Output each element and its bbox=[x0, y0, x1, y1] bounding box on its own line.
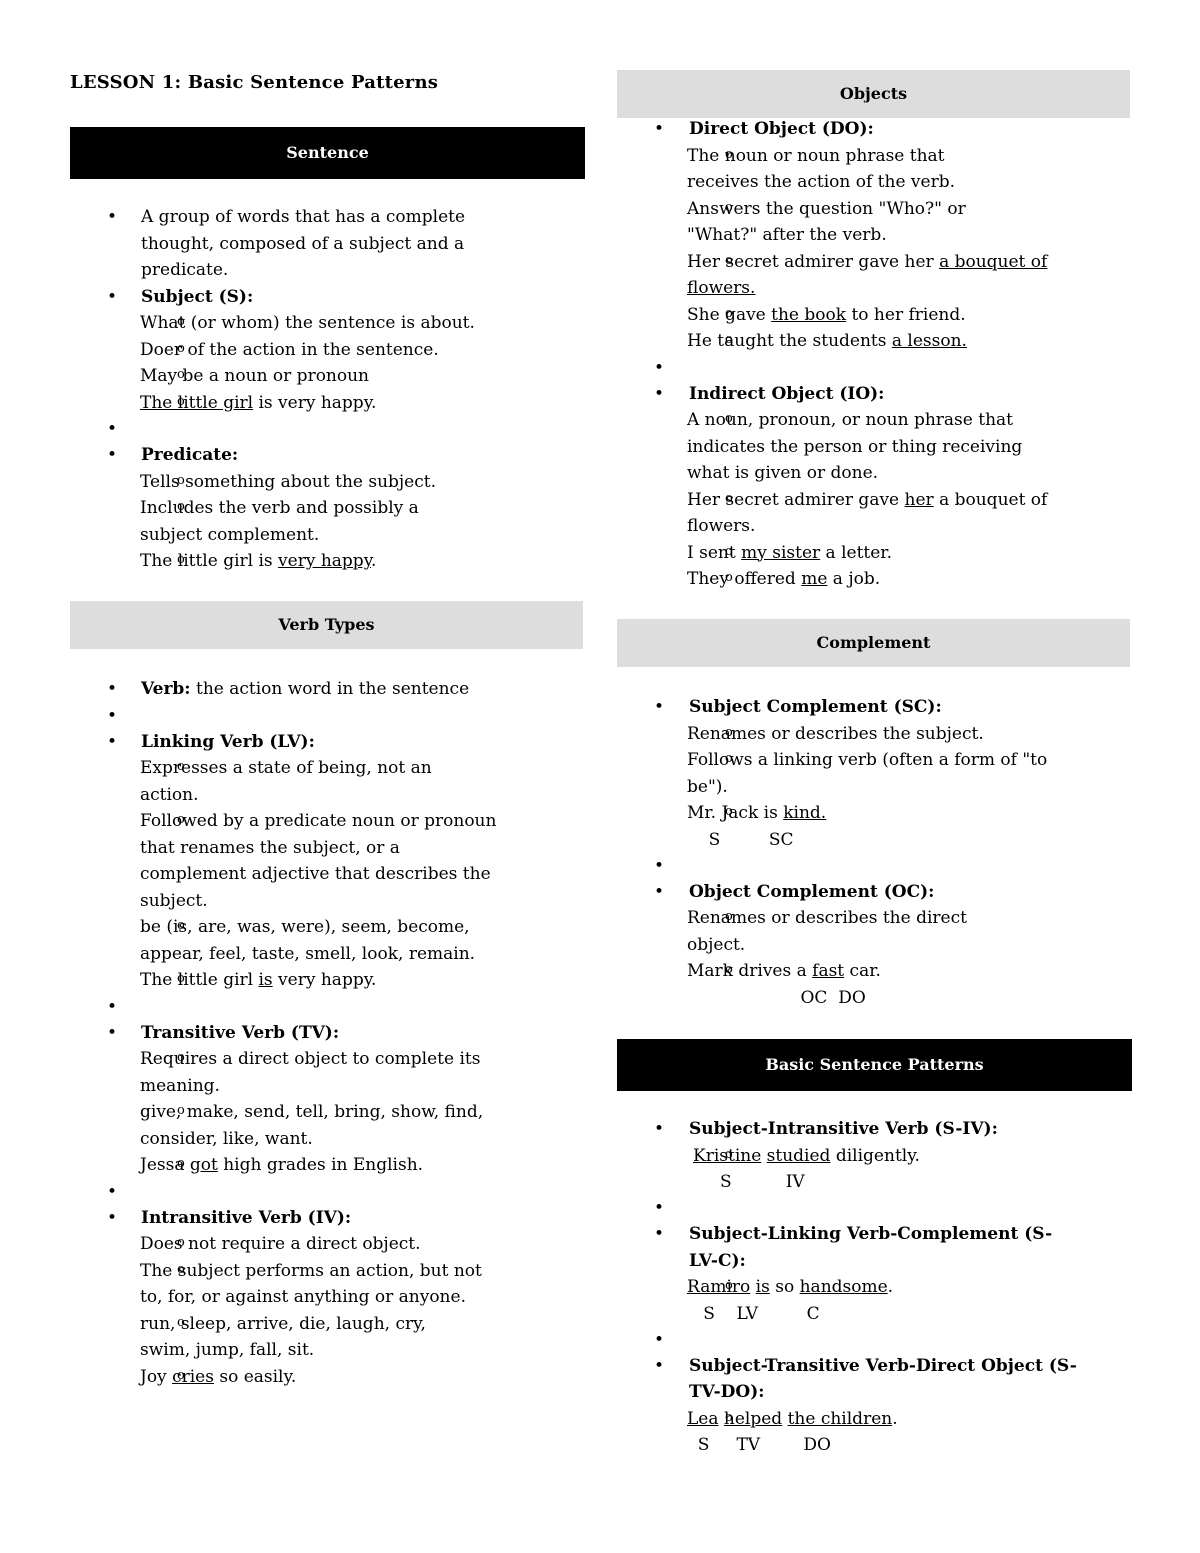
indirect-object-label: Indirect Object (IO): bbox=[689, 383, 885, 404]
subject-complement-label: Subject Complement (SC): bbox=[689, 697, 942, 717]
list-item: o Renames or describes the direct object. bbox=[617, 905, 1017, 958]
example-text: very happy. bbox=[272, 970, 377, 990]
sentence-header: Sentence bbox=[70, 127, 585, 179]
spacer bbox=[617, 355, 1132, 381]
list-item bbox=[617, 1353, 1132, 1459]
example-underline: studied bbox=[766, 1145, 831, 1166]
example-text: They offered bbox=[687, 569, 802, 589]
list-item bbox=[617, 540, 1132, 567]
example-underline: Lea bbox=[687, 1408, 719, 1429]
example-text: . bbox=[892, 1408, 898, 1429]
list-item: o be (is, are, was, were), seem, become, appear, feel, taste, smell, look, remain. bbox=[70, 914, 510, 967]
example-underline: cries bbox=[172, 1366, 214, 1387]
spacer bbox=[70, 703, 585, 729]
list-item bbox=[70, 729, 585, 994]
spacer bbox=[617, 1195, 1132, 1221]
example-text: She gave bbox=[687, 304, 772, 325]
list-item bbox=[617, 487, 1062, 540]
objects-header: Objects bbox=[617, 70, 1130, 118]
spacer bbox=[617, 1327, 1132, 1353]
spacer bbox=[70, 416, 585, 442]
list-item bbox=[70, 1020, 585, 1179]
list-item bbox=[70, 676, 585, 703]
example-underline: very happy bbox=[278, 551, 372, 571]
list-item bbox=[617, 302, 1132, 329]
example-text: to her friend. bbox=[846, 304, 966, 325]
example-underline: kind. bbox=[783, 803, 827, 823]
list-item bbox=[617, 116, 1132, 355]
intransitive-verb-label: Intransitive Verb (IV): bbox=[141, 1207, 352, 1228]
example-text: so bbox=[769, 1277, 800, 1297]
verb-label: Verb: bbox=[141, 679, 191, 699]
list-item: o Tells something about the subject. bbox=[70, 469, 585, 496]
example-text: Mark drives a bbox=[687, 961, 813, 981]
list-item bbox=[70, 1364, 585, 1391]
direct-object-label: Direct Object (DO): bbox=[689, 119, 874, 139]
list-item bbox=[617, 1221, 1132, 1327]
list-item bbox=[70, 1152, 585, 1179]
example-text: a job. bbox=[827, 569, 881, 589]
example-underline: is bbox=[258, 970, 273, 990]
example-text: The little girl bbox=[140, 970, 259, 990]
example-text: is very happy. bbox=[253, 392, 377, 413]
list-item bbox=[70, 390, 585, 417]
subject-label: Subject (S): bbox=[141, 286, 254, 307]
spacer bbox=[70, 994, 585, 1020]
pattern-s-lv-c-label: • Subject-Linking Verb-Complement (S-LV-C): bbox=[689, 1224, 1053, 1271]
list-item bbox=[617, 381, 1132, 593]
lesson-title: LESSON 1: Basic Sentence Patterns bbox=[70, 72, 439, 93]
list-item: o Includes the verb and possibly a subject complement. bbox=[70, 495, 480, 548]
linking-verb-label: Linking Verb (LV): bbox=[141, 731, 315, 752]
list-item: o What (or whom) the sentence is about. bbox=[70, 310, 585, 337]
example-text: so easily. bbox=[213, 1366, 297, 1387]
list-item bbox=[617, 800, 1132, 853]
list-item bbox=[617, 1274, 1132, 1327]
list-item: o May be a noun or pronoun bbox=[70, 363, 585, 390]
example-text: a letter. bbox=[820, 542, 892, 563]
list-item: o Followed by a predicate noun or pronoun that renames the subject, or a complement adjective that describes the subject. bbox=[70, 808, 510, 914]
list-item bbox=[70, 204, 511, 284]
example-labels: S LV C bbox=[687, 1303, 820, 1324]
example-underline: helped bbox=[723, 1408, 783, 1429]
example-underline: a bouquet of flowers. bbox=[687, 251, 1048, 298]
example-underline: got bbox=[189, 1155, 218, 1175]
example-underline: the book bbox=[771, 304, 847, 325]
spacer bbox=[70, 1179, 585, 1205]
complement-section bbox=[617, 694, 1132, 1011]
list-item bbox=[70, 442, 585, 575]
example-underline: the children bbox=[787, 1408, 893, 1429]
list-item bbox=[70, 284, 585, 417]
verb-types-header: Verb Types bbox=[70, 601, 583, 649]
predicate-label: Predicate: bbox=[141, 445, 239, 465]
list-item bbox=[617, 566, 1132, 593]
transitive-verb-label: Transitive Verb (TV): bbox=[141, 1022, 340, 1043]
list-item bbox=[70, 1205, 585, 1391]
list-item: o Expresses a state of being, not an action. bbox=[70, 755, 480, 808]
example-labels: OC DO bbox=[687, 987, 866, 1008]
example-text: diligently. bbox=[830, 1145, 920, 1166]
example-underline: fast bbox=[812, 961, 845, 981]
list-item: o Requires a direct object to complete its meaning. bbox=[70, 1046, 490, 1099]
example-underline: Ramiro bbox=[687, 1277, 751, 1297]
list-item: o Answers the question "Who?" or "What?" after the verb. bbox=[617, 196, 1007, 249]
pattern-s-iv-label: Subject-Intransitive Verb (S-IV): bbox=[689, 1119, 998, 1139]
list-item: o Does not require a direct object. bbox=[70, 1231, 585, 1258]
example-underline: her bbox=[904, 489, 934, 510]
verb-types-section bbox=[70, 676, 585, 1390]
example-text: . bbox=[371, 551, 377, 571]
example-text: high grades in English. bbox=[217, 1155, 424, 1175]
patterns-section bbox=[617, 1116, 1132, 1458]
list-item bbox=[617, 694, 1132, 853]
list-item: o Renames or describes the subject. bbox=[617, 721, 1132, 748]
example-text: car. bbox=[844, 961, 881, 981]
sentence-definition: A group of words that has a complete thought, composed of a subject and a predicate. bbox=[141, 207, 466, 280]
list-item: o run, sleep, arrive, die, laugh, cry, swim, jump, fall, sit. bbox=[70, 1311, 480, 1364]
example-text: Her secret admirer gave bbox=[687, 489, 905, 510]
example-labels: S TV DO bbox=[687, 1435, 831, 1455]
spacer bbox=[617, 853, 1132, 879]
list-item: o Doer of the action in the sentence. bbox=[70, 337, 585, 364]
example-labels: S IV bbox=[693, 1172, 805, 1192]
example-text: a bouquet of flowers. bbox=[687, 489, 1048, 536]
example-underline: The little girl bbox=[140, 392, 254, 413]
list-item: o The noun or noun phrase that receives the action of the verb. bbox=[617, 143, 1007, 196]
example-labels: S SC bbox=[687, 829, 794, 850]
verb-definition: the action word in the sentence bbox=[190, 679, 470, 699]
list-item bbox=[617, 328, 1132, 355]
list-item bbox=[70, 548, 585, 575]
example-text: Mr. Jack is bbox=[687, 803, 784, 823]
example-text: I sent bbox=[687, 542, 742, 563]
example-underline: my sister bbox=[741, 542, 821, 563]
list-item bbox=[617, 879, 1132, 1011]
list-item: o A noun, pronoun, or noun phrase that indicates the person or thing receiving what is given or done. bbox=[617, 407, 1062, 487]
list-item bbox=[70, 967, 585, 994]
pattern-s-tv-do-label: • Subject-Transitive Verb-Direct Object (S-TV-DO): bbox=[689, 1355, 1077, 1402]
example-text: He taught the students bbox=[687, 331, 892, 351]
objects-section bbox=[617, 116, 1132, 593]
example-text: . bbox=[887, 1277, 894, 1297]
example-underline: Kristine bbox=[693, 1145, 762, 1166]
list-item: o Follows a linking verb (often a form of "to be"). bbox=[617, 747, 1062, 800]
patterns-header: Basic Sentence Patterns bbox=[617, 1039, 1132, 1091]
list-item bbox=[617, 1406, 1132, 1459]
list-item bbox=[617, 249, 1062, 302]
example-text: Her secret admirer gave her bbox=[687, 251, 940, 272]
list-item bbox=[617, 1143, 1132, 1196]
example-text: Jessa bbox=[140, 1155, 190, 1175]
example-underline: handsome bbox=[799, 1277, 888, 1297]
example-text: Joy bbox=[140, 1366, 173, 1387]
list-item: o give, make, send, tell, bring, show, find, consider, like, want. bbox=[70, 1099, 490, 1152]
example-underline: a lesson. bbox=[891, 331, 967, 351]
complement-header: Complement bbox=[617, 619, 1130, 667]
example-underline: is bbox=[755, 1277, 770, 1297]
list-item bbox=[617, 1116, 1132, 1195]
sentence-section bbox=[70, 204, 585, 575]
example-text: The little girl is bbox=[140, 551, 279, 571]
list-item: o The subject performs an action, but not to, for, or against anything or anyone. bbox=[70, 1258, 490, 1311]
example-underline: me bbox=[801, 569, 828, 589]
list-item bbox=[617, 958, 1132, 1011]
object-complement-label: Object Complement (OC): bbox=[689, 881, 935, 902]
